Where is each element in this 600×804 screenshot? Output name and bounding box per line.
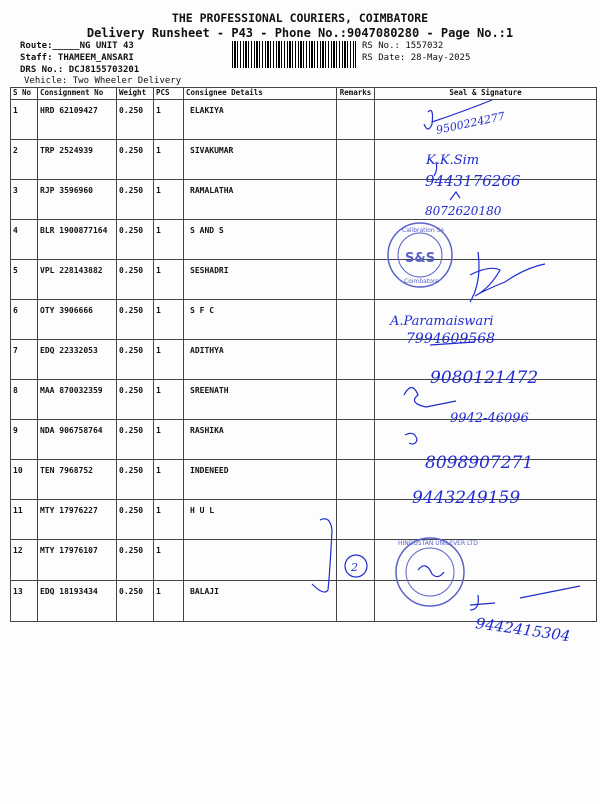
row-remarks — [337, 340, 375, 380]
row-consignment-no: MTY 17976227 — [38, 500, 117, 540]
row-weight: 0.250 — [117, 220, 154, 260]
row-weight: 0.250 — [117, 540, 154, 581]
row-signature — [375, 460, 597, 500]
hw-phone-6: 7994609568 — [406, 331, 496, 347]
row-consignment-no: MAA 870032359 — [38, 380, 117, 420]
row-pcs: 1 — [154, 140, 184, 180]
table-row — [11, 260, 597, 300]
row-pcs: 1 — [154, 300, 184, 340]
row-pcs: 1 — [154, 100, 184, 140]
row-pcs: 1 — [154, 581, 184, 622]
row-consignee: H U L — [184, 500, 337, 540]
stamp-center-text: S&S — [405, 251, 436, 266]
row-sno: 6 — [11, 300, 38, 340]
row-consignee: RAMALATHA — [184, 180, 337, 220]
row-consignee: RASHIKA — [184, 420, 337, 460]
table-row — [11, 100, 597, 140]
barcode — [232, 41, 356, 68]
row-weight: 0.250 — [117, 300, 154, 340]
hw-phone-1: 9500224277 — [434, 109, 507, 137]
row-consignee: ADITHYA — [184, 340, 337, 380]
row-remarks — [337, 540, 375, 581]
staff-label: Staff: THAMEEM_ANSARI — [20, 53, 134, 63]
row-pcs: 1 — [154, 420, 184, 460]
row-signature — [375, 420, 597, 460]
stamp-hul-text: HINDUSTAN UNILEVER LTD — [398, 540, 478, 547]
hw-phone-13: 9442415304 — [474, 614, 572, 646]
row-consignment-no: TRP 2524939 — [38, 140, 117, 180]
table-header-row — [11, 88, 597, 100]
row-pcs: 1 — [154, 180, 184, 220]
row-consignment-no: VPL 228143882 — [38, 260, 117, 300]
row-consignment-no: RJP 3596960 — [38, 180, 117, 220]
rs-date: RS Date: 28-May-2025 — [362, 53, 471, 63]
row-remarks — [337, 380, 375, 420]
row-remarks — [337, 180, 375, 220]
row-weight: 0.250 — [117, 500, 154, 540]
row-remarks — [337, 460, 375, 500]
table-row — [11, 500, 597, 540]
row-sno: 9 — [11, 420, 38, 460]
hw-phone-2: 9443176266 — [425, 172, 521, 190]
table-row — [11, 380, 597, 420]
row-weight: 0.250 — [117, 260, 154, 300]
row-sno: 12 — [11, 540, 38, 581]
hw-name-6: A.Paramaiswari — [390, 314, 494, 329]
row-sno: 4 — [11, 220, 38, 260]
col-signature: Seal & Signature — [375, 88, 597, 100]
row-signature — [375, 100, 597, 140]
row-pcs: 1 — [154, 260, 184, 300]
row-weight: 0.250 — [117, 380, 154, 420]
row-weight: 0.250 — [117, 581, 154, 622]
row-signature — [375, 220, 597, 260]
row-consignee — [184, 540, 337, 581]
company-title: THE PROFESSIONAL COURIERS, COIMBATORE — [171, 11, 429, 25]
table-row — [11, 581, 597, 622]
row-signature — [375, 300, 597, 340]
row-consignment-no: HRD 62109427 — [38, 100, 117, 140]
row-remarks — [337, 500, 375, 540]
row-remarks — [337, 420, 375, 460]
hw-phone-8: 9942-46096 — [450, 411, 529, 426]
row-remarks — [337, 581, 375, 622]
row-remarks — [337, 260, 375, 300]
col-consignee: Consignee Details — [184, 88, 337, 100]
hw-name-2: K.K.Sim — [426, 153, 480, 168]
table-row — [11, 460, 597, 500]
row-remarks — [337, 100, 375, 140]
row-sno: 3 — [11, 180, 38, 220]
col-sno: S No — [11, 88, 38, 100]
row-pcs: 1 — [154, 540, 184, 581]
row-consignment-no: NDA 906758764 — [38, 420, 117, 460]
row-sno: 11 — [11, 500, 38, 540]
row-sno: 5 — [11, 260, 38, 300]
row-weight: 0.250 — [117, 140, 154, 180]
row-consignee: ELAKIYA — [184, 100, 337, 140]
row-pcs: 1 — [154, 340, 184, 380]
col-consignment: Consignment No — [38, 88, 117, 100]
row-consignment-no: BLR 1900877164 — [38, 220, 117, 260]
table-row — [11, 220, 597, 260]
col-pcs: PCS — [154, 88, 184, 100]
table-row — [11, 340, 597, 380]
row-weight: 0.250 — [117, 340, 154, 380]
row-consignment-no: TEN 7968752 — [38, 460, 117, 500]
vehicle-label: Vehicle: Two Wheeler Delivery — [24, 76, 182, 86]
table-row — [11, 540, 597, 581]
stamp-city-text: Coimbatore — [404, 278, 439, 285]
row-consignment-no: EDQ 18193434 — [38, 581, 117, 622]
row-signature — [375, 581, 597, 622]
row-remarks — [337, 140, 375, 180]
row-consignee: S F C — [184, 300, 337, 340]
row-remarks — [337, 300, 375, 340]
row-sno: 1 — [11, 100, 38, 140]
rs-number: RS No.: 1557032 — [362, 41, 444, 51]
remark-mark: 2 — [351, 561, 358, 574]
row-consignee: SESHADRI — [184, 260, 337, 300]
table-row — [11, 420, 597, 460]
row-weight: 0.250 — [117, 460, 154, 500]
row-sno: 7 — [11, 340, 38, 380]
row-signature — [375, 260, 597, 300]
table-row — [11, 180, 597, 220]
row-signature — [375, 380, 597, 420]
row-pcs: 1 — [154, 500, 184, 540]
row-sno: 2 — [11, 140, 38, 180]
row-sno: 13 — [11, 581, 38, 622]
row-signature — [375, 340, 597, 380]
row-sno: 10 — [11, 460, 38, 500]
row-sno: 8 — [11, 380, 38, 420]
runsheet-subtitle: Delivery Runsheet - P43 - Phone No.:9047080280 - Page No.:1 — [86, 26, 514, 40]
table-row — [11, 140, 597, 180]
row-signature — [375, 540, 597, 581]
row-consignment-no: EDQ 22332053 — [38, 340, 117, 380]
row-weight: 0.250 — [117, 100, 154, 140]
hw-phone-10a: 8098907271 — [425, 453, 534, 473]
row-pcs: 1 — [154, 220, 184, 260]
row-pcs: 1 — [154, 460, 184, 500]
row-signature — [375, 500, 597, 540]
table-row — [11, 300, 597, 340]
row-remarks — [337, 220, 375, 260]
row-signature — [375, 140, 597, 180]
hw-phone-3: 8072620180 — [425, 204, 502, 218]
row-weight: 0.250 — [117, 420, 154, 460]
row-weight: 0.250 — [117, 180, 154, 220]
route-label: Route:_____NG UNIT 43 — [20, 41, 134, 51]
stamp-calibration-text: Calibration Se — [402, 227, 445, 234]
row-consignee: SIVAKUMAR — [184, 140, 337, 180]
col-remarks: Remarks — [337, 88, 375, 100]
hw-phone-7: 9080121472 — [430, 368, 539, 388]
drs-number: DRS No.: DCJ8155703201 — [20, 65, 140, 75]
row-pcs: 1 — [154, 380, 184, 420]
row-consignee: S AND S — [184, 220, 337, 260]
runsheet-table — [10, 87, 597, 622]
row-consignment-no: MTY 17976107 — [38, 540, 117, 581]
row-consignee: BALAJI — [184, 581, 337, 622]
row-consignment-no: OTY 3906666 — [38, 300, 117, 340]
row-consignee: INDENEED — [184, 460, 337, 500]
row-consignee: SREENATH — [184, 380, 337, 420]
row-signature — [375, 180, 597, 220]
hw-phone-10b: 9443249159 — [412, 488, 521, 508]
col-weight: Weight — [117, 88, 154, 100]
